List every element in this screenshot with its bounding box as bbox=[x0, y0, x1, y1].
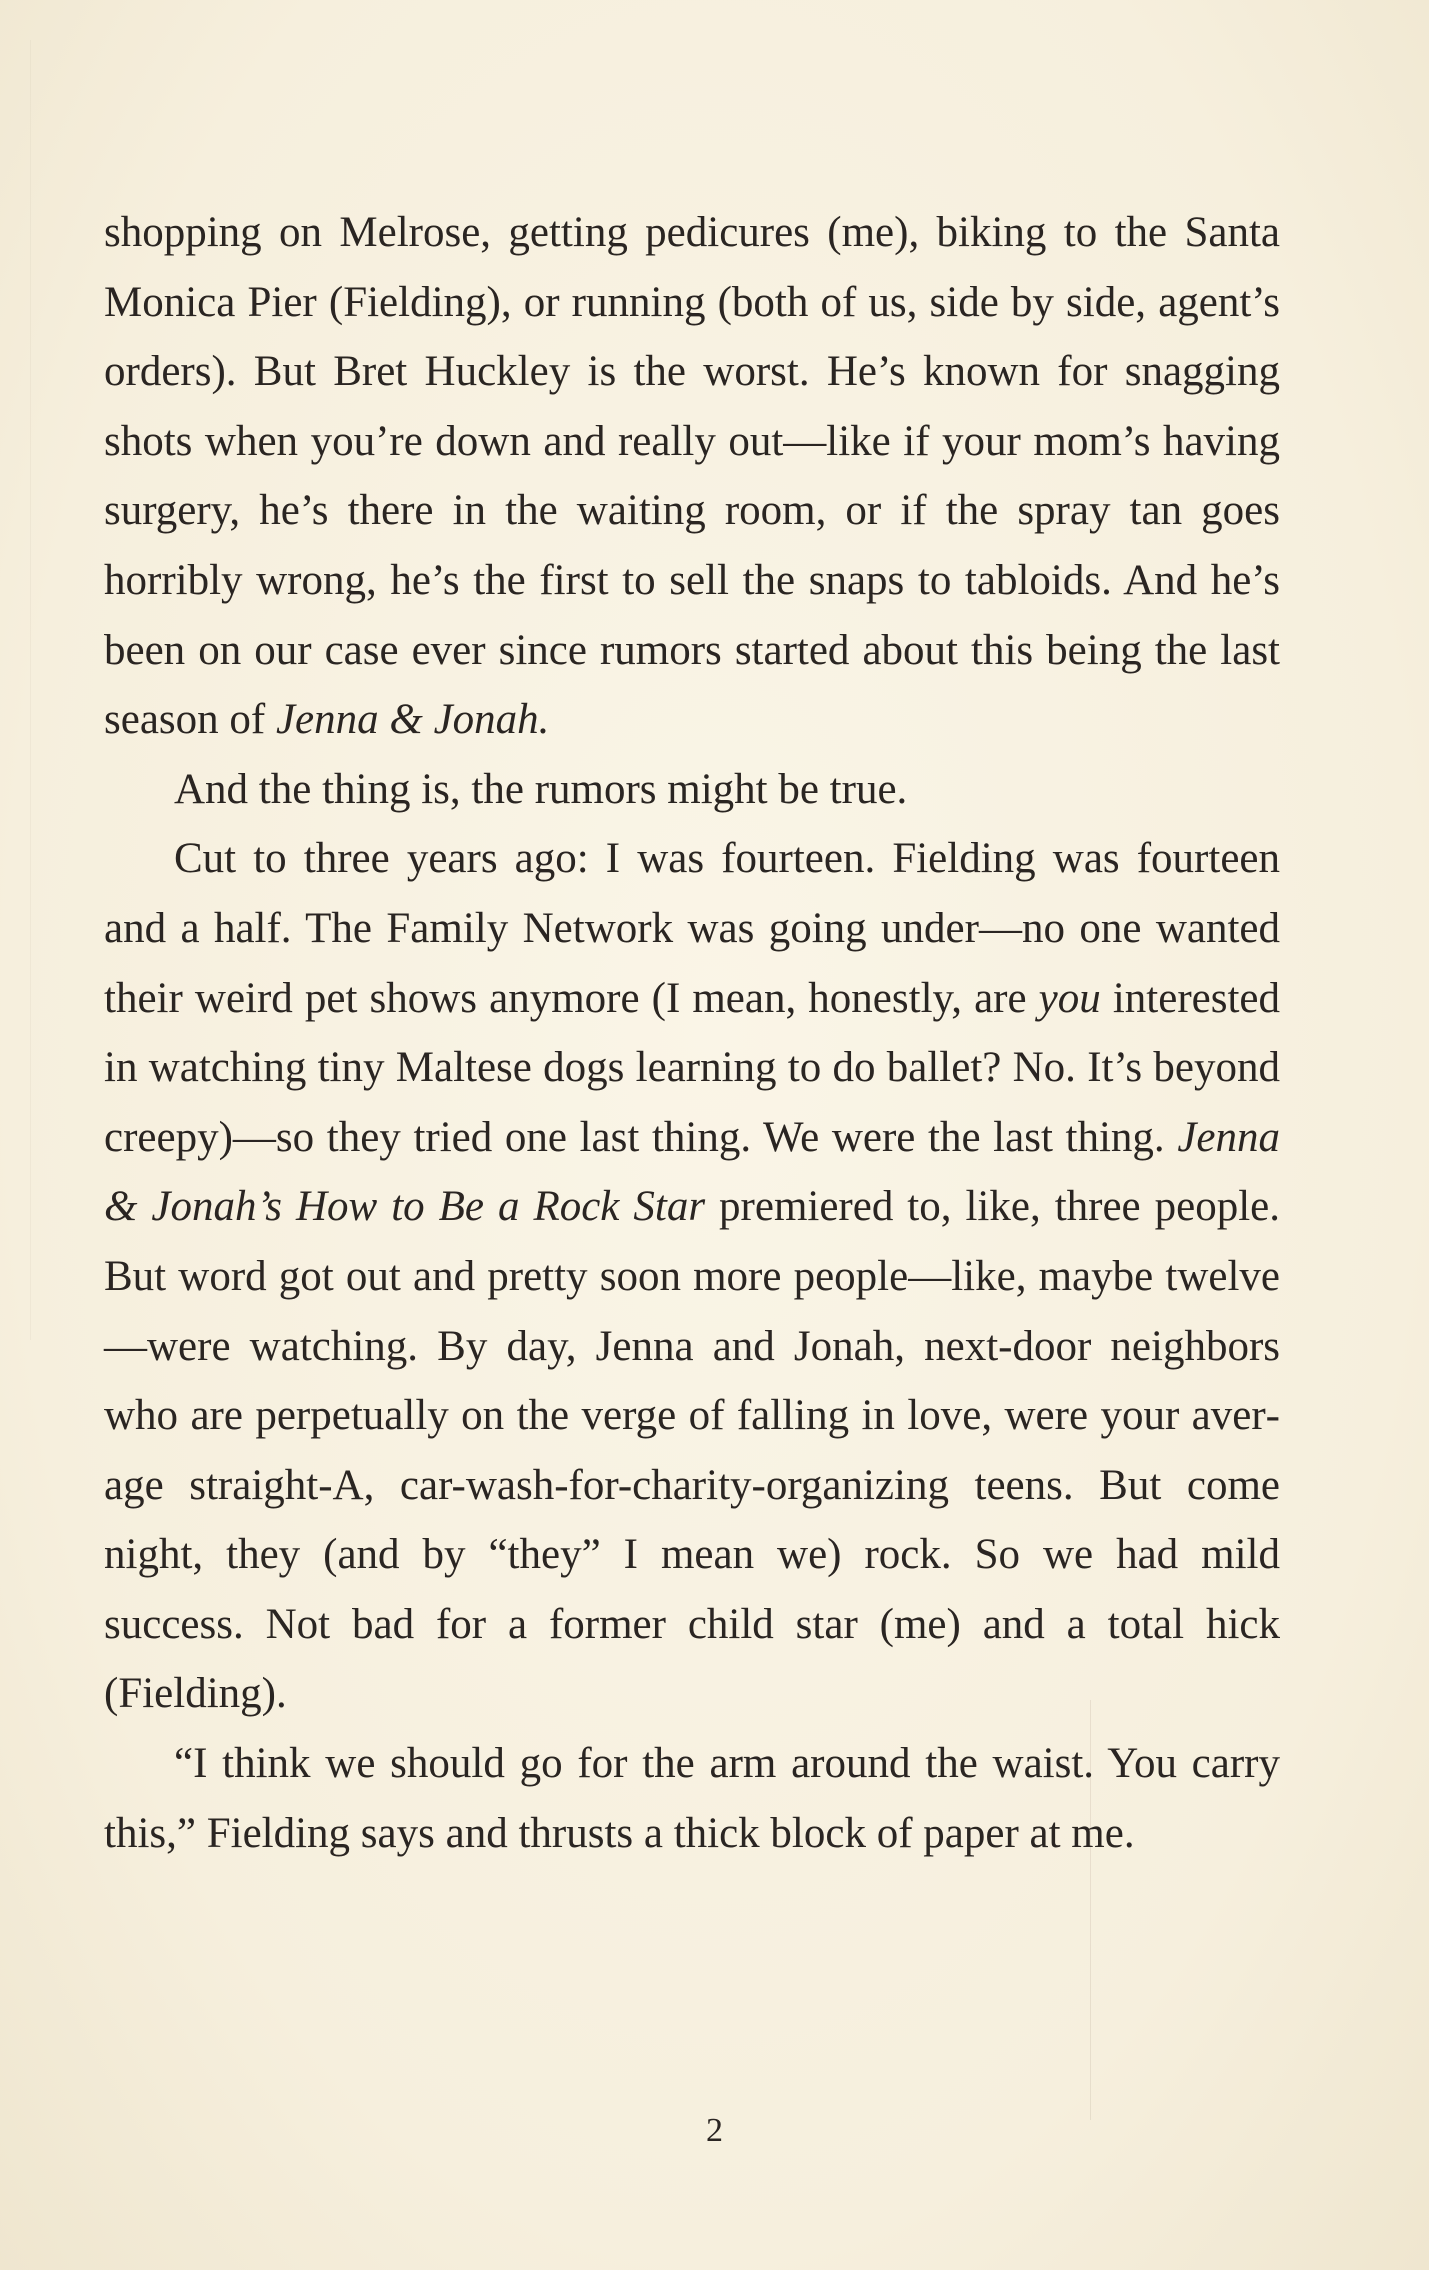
paragraph bbox=[104, 824, 1280, 1729]
text-run: shopping on Melrose, getting pedicures (me), biking to the Santa Monica Pier (Fielding), or running (both of us, side by side, agent’s orders). But Bret Huckley is the worst. He’s known for snagging shots when you’re down and really out—like if your mom’s having surgery, he’s there in the waiting room, or if the spray tan goes horribly wrong, he’s the first to sell the snaps to tabloids. And he’s been on our case ever since rumors started about this being the last season of bbox=[104, 209, 1280, 744]
text-run: interested in watching tiny Maltese dogs learning to do ballet? No. It’s beyond creepy)—so they tried one last thing. We were the last thing. bbox=[104, 974, 1280, 1161]
italic-text: Jenna & Jonah’s How to Be a Rock Star bbox=[104, 1113, 1280, 1231]
paper-crease bbox=[30, 40, 31, 1340]
paragraph bbox=[104, 755, 1280, 825]
text-run: Cut to three years ago: I was fourteen. Fielding was fourteen and a half. The Family Network was going under—no one wanted their weird pet shows anymore (I mean, honestly, are bbox=[104, 835, 1280, 1022]
italic-text: you bbox=[1038, 974, 1101, 1022]
text-run: premiered to, like, three people. But word got out and pretty soon more people—like, maybe twelve—were watching. By day, Jenna and Jonah, next-door neighbors who are perpetually on the verge of falling in love, were your average straight-A, car-wash-for-charity-organizing teens. But come night, they (and by “they” I mean we) rock. So we had mild success. Not bad for a former child star (me) and a total hick (Fielding). bbox=[104, 1183, 1280, 1718]
italic-text: Jenna & Jonah. bbox=[275, 696, 550, 744]
body-text bbox=[104, 198, 1280, 1868]
text-run: And the thing is, the rumors might be true. bbox=[174, 765, 908, 813]
text-run: “I think we should go for the arm around the waist. You carry this,” Fielding says and thrusts a thick block of paper at me. bbox=[104, 1740, 1280, 1857]
paragraph bbox=[104, 1729, 1280, 1868]
page-number: 2 bbox=[706, 2112, 723, 2149]
paragraph bbox=[104, 198, 1280, 755]
